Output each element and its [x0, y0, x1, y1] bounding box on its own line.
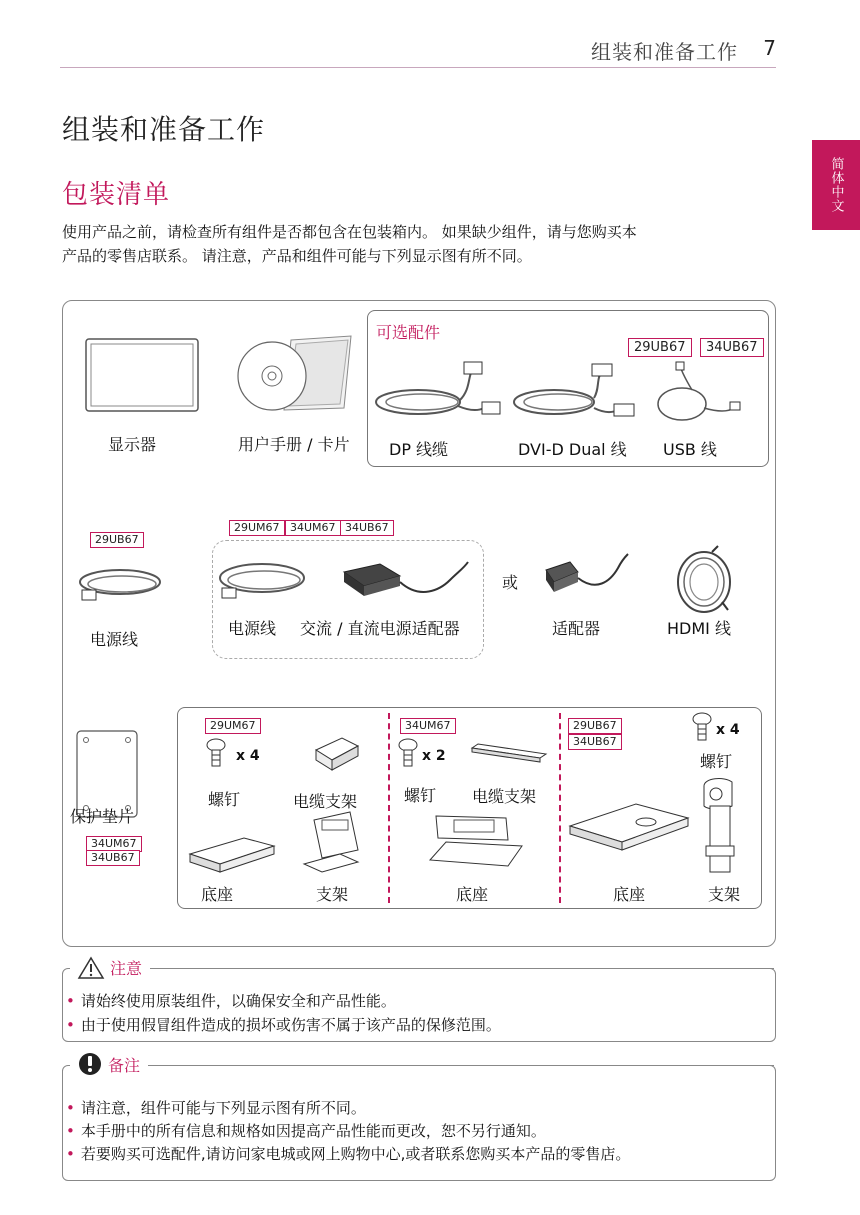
- label-or: 或: [502, 573, 519, 592]
- model-tag-adapter-1: 29UM67: [229, 520, 285, 536]
- note-title: 备注: [108, 1055, 141, 1075]
- screw-quantity-3: [716, 722, 740, 738]
- label-stand-3: 支架: [708, 885, 741, 904]
- monitor-illustration: [85, 338, 201, 414]
- model-tag-adapter-3: 34UB67: [340, 520, 394, 536]
- label-monitor: 显示器: [108, 435, 157, 454]
- model-tag-usb-1: 29UB67: [628, 338, 692, 357]
- label-dvi-cable: DVI-D Dual 线: [518, 440, 627, 459]
- header-divider: [60, 67, 776, 68]
- note-header-rule: [176, 1065, 774, 1066]
- base-stand-icon: [426, 812, 526, 874]
- screw-icon: [206, 738, 228, 768]
- base-icon: [566, 800, 692, 856]
- model-tag-group2: 34UM67: [400, 718, 456, 734]
- language-tab: 简体中文: [812, 140, 860, 230]
- note-bullet-3-text: 若要购买可选配件,请访问家电城或网上购物中心,或者联系您购买本产品的零售店。: [80, 1145, 631, 1163]
- power-cord-2-illustration: [216, 556, 312, 606]
- note-bullet-2: [66, 1120, 546, 1141]
- usb-cable-illustration: [652, 362, 742, 432]
- hdmi-cable-illustration: [672, 546, 742, 616]
- intro-line-1: 使用产品之前，请检查所有组件是否都包含在包装箱内。 如果缺少组件，请与您购买本: [62, 223, 637, 241]
- dp-cable-illustration: [372, 362, 502, 432]
- label-screw-2: 螺钉: [404, 786, 437, 805]
- base-icon: [186, 832, 278, 878]
- model-tag-usb-2: 34UB67: [700, 338, 764, 357]
- page-title: 组装和准备工作: [62, 113, 266, 146]
- note-bullet-2-text: 本手册中的所有信息和规格如因提高产品性能而更改，恕不另行通知。: [80, 1122, 546, 1140]
- info-icon: [78, 1052, 102, 1076]
- label-base-3: 底座: [613, 885, 646, 904]
- bullet-dot: •: [66, 1099, 75, 1117]
- label-dp-cable: DP 线缆: [389, 440, 449, 459]
- bullet-dot: •: [66, 1145, 75, 1163]
- caution-bullet-2: [66, 1014, 501, 1035]
- screw-quantity-2: [422, 748, 446, 764]
- caution-header: [70, 956, 150, 979]
- label-cable-holder-2: 电缆支架: [472, 787, 537, 806]
- bullet-dot: •: [66, 1122, 75, 1140]
- caution-bullet-1-text: 请始终使用原装组件，以确保安全和产品性能。: [80, 992, 396, 1010]
- model-tag-group3-2: 34UB67: [568, 734, 622, 750]
- label-adapter: 适配器: [552, 619, 601, 638]
- label-manual: 用户手册 / 卡片: [238, 435, 350, 454]
- screw-quantity-1: [236, 748, 260, 764]
- label-protective-pad: 保护垫片: [70, 807, 135, 826]
- group-divider-2: [559, 713, 561, 903]
- label-usb-cable: USB 线: [663, 440, 717, 459]
- group-divider-1: [388, 713, 390, 903]
- screw-quantity-1-text: x 4: [236, 748, 260, 764]
- manual-cd-illustration: [236, 330, 356, 412]
- label-base-1: 底座: [201, 885, 234, 904]
- model-tag-pad-1: 34UM67: [86, 836, 142, 852]
- label-ac-dc-adapter: 交流 / 直流电源适配器: [300, 619, 460, 638]
- note-bullet-1-text: 请注意，组件可能与下列显示图有所不同。: [80, 1099, 366, 1117]
- running-header-title: 组装和准备工作: [591, 40, 738, 64]
- intro-paragraph: [62, 220, 782, 268]
- label-cable-holder-1: 电缆支架: [293, 792, 358, 811]
- caution-title: 注意: [110, 959, 143, 978]
- model-tag-pad-2: 34UB67: [86, 850, 140, 866]
- note-bullet-1: [66, 1097, 366, 1118]
- label-screw-3: 螺钉: [700, 752, 733, 771]
- model-tag-adapter-2: 34UM67: [285, 520, 341, 536]
- model-tag-group3-1: 29UB67: [568, 718, 622, 734]
- label-hdmi-cable: HDMI 线: [667, 619, 731, 638]
- caution-bullet-2-text: 由于使用假冒组件造成的损坏或伤害不属于该产品的保修范围。: [80, 1016, 501, 1034]
- ac-dc-adapter-illustration: [340, 560, 480, 610]
- label-screw-1: 螺钉: [208, 790, 241, 809]
- section-heading: 包装清单: [62, 180, 171, 210]
- screw-quantity-3-text: x 4: [716, 722, 740, 738]
- caution-bullet-1: [66, 990, 396, 1011]
- label-power-cord: 电源线: [90, 630, 139, 649]
- model-tag-group1: 29UM67: [205, 718, 261, 734]
- note-header: [70, 1052, 148, 1076]
- page-number: 7: [763, 36, 776, 60]
- label-power-cord-2: 电源线: [228, 619, 277, 638]
- optional-title: 可选配件: [376, 323, 441, 342]
- label-stand-1: 支架: [316, 885, 349, 904]
- screw-quantity-2-text: x 2: [422, 748, 446, 764]
- stand-icon: [694, 776, 744, 876]
- power-cord-illustration: [76, 560, 168, 610]
- label-base-2: 底座: [456, 885, 489, 904]
- caution-header-rule: [192, 968, 774, 969]
- note-bullet-3: [66, 1143, 630, 1164]
- intro-line-2: 产品的零售店联系。 请注意，产品和组件可能与下列显示图有所不同。: [62, 247, 532, 265]
- cable-holder-icon: [470, 742, 548, 764]
- stand-icon: [300, 810, 362, 876]
- bullet-dot: •: [66, 1016, 75, 1034]
- warning-icon: [78, 957, 104, 979]
- screw-icon: [692, 712, 714, 742]
- model-tag-power-cord: 29UB67: [90, 532, 144, 548]
- screw-icon: [398, 738, 420, 768]
- dvi-cable-illustration: [510, 362, 635, 432]
- adapter-illustration: [540, 552, 635, 602]
- cable-holder-icon: [312, 730, 362, 774]
- bullet-dot: •: [66, 992, 75, 1010]
